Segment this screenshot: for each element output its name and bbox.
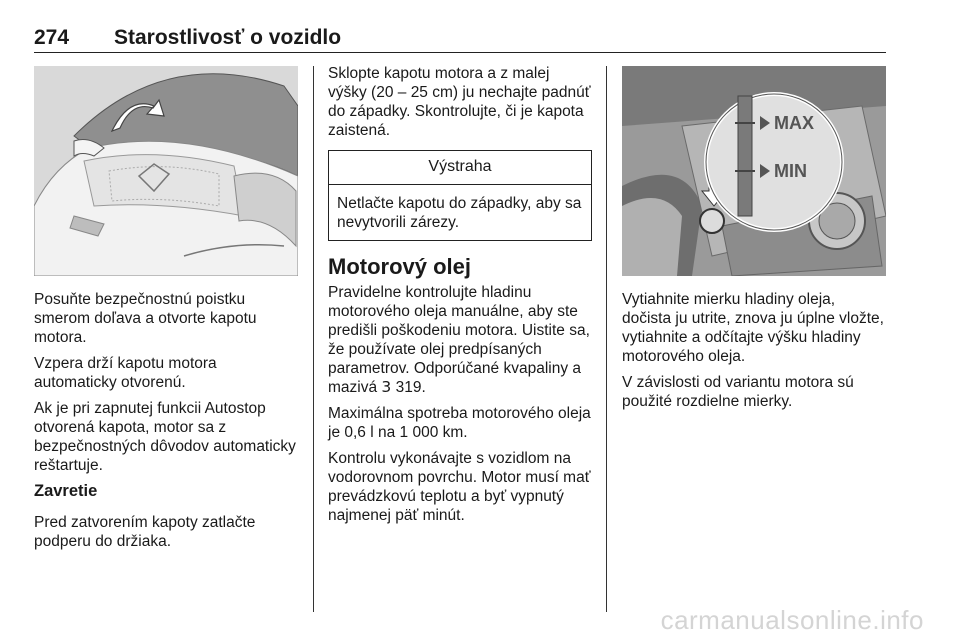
min-label: MIN <box>774 161 807 181</box>
section-intro: Pravidelne kontrolujte hladinu motorového oleja manuálne, aby ste predišli poškodeniu motora. Uistite sa, že používate olej predpísaných parametrov. Odporúčané kvapaliny a mazivá <box>328 284 590 396</box>
page-reference-arrow-icon: 3 <box>381 378 392 396</box>
column-3-text <box>622 290 888 418</box>
watermark: carmanualsonline.info <box>660 605 924 635</box>
oil-dipstick-illustration <box>622 66 886 276</box>
paragraph: Pred zatvorením kapoty zatlačte podperu do držiaka. <box>34 514 256 550</box>
column-divider <box>313 66 314 612</box>
paragraph: V závislosti od variantu motora sú použité rozdielne mierky. <box>622 374 854 410</box>
paragraph: Kontrolu vykonávajte s vozidlom na vodorovnom povrchu. Motor musí mať prevádzkovú teplotu a byť vypnutý najmenej päť minút. <box>328 450 591 524</box>
paragraph: Posuňte bezpečnostnú poistku smerom doľava a otvorte kapotu motora. <box>34 291 257 346</box>
warning-body: Netlačte kapotu do západky, aby sa nevytvorili zárezy. <box>337 195 582 231</box>
column-divider <box>606 66 607 612</box>
column-2-text <box>328 64 592 532</box>
paragraph: Maximálna spotreba motorového oleja je 0,6 l na 1 000 km. <box>328 405 591 441</box>
page-header <box>34 26 886 53</box>
section-heading: Motorový olej <box>328 254 472 279</box>
page-number: 274 <box>34 26 70 49</box>
chapter-title: Starostlivosť o vozidlo <box>114 26 342 49</box>
page-reference: 319. <box>395 379 426 396</box>
subheading-closing: Zavretie <box>34 482 98 500</box>
warning-box <box>328 150 592 241</box>
paragraph: Ak je pri zapnutej funkcii Autostop otvorená kapota, motor sa z bezpečnostných dôvodov automaticky reštartuje. <box>34 400 296 474</box>
paragraph: Vzpera drží kapotu motora automaticky otvorenú. <box>34 355 217 391</box>
hood-opening-illustration <box>34 66 298 276</box>
warning-title: Výstraha <box>329 151 591 185</box>
paragraph: Sklopte kapotu motora a z malej výšky (20 – 25 cm) ju nechajte padnúť do západky. Skontrolujte, či je kapota zaistená. <box>328 65 591 139</box>
column-1-text <box>34 290 298 558</box>
paragraph: Vytiahnite mierku hladiny oleja, dočista ju utrite, znova ju úplne vložte, vytiahnite a odčítajte výšku hladiny motorového oleja. <box>622 291 884 365</box>
max-label: MAX <box>774 113 814 133</box>
paragraph <box>328 283 592 397</box>
